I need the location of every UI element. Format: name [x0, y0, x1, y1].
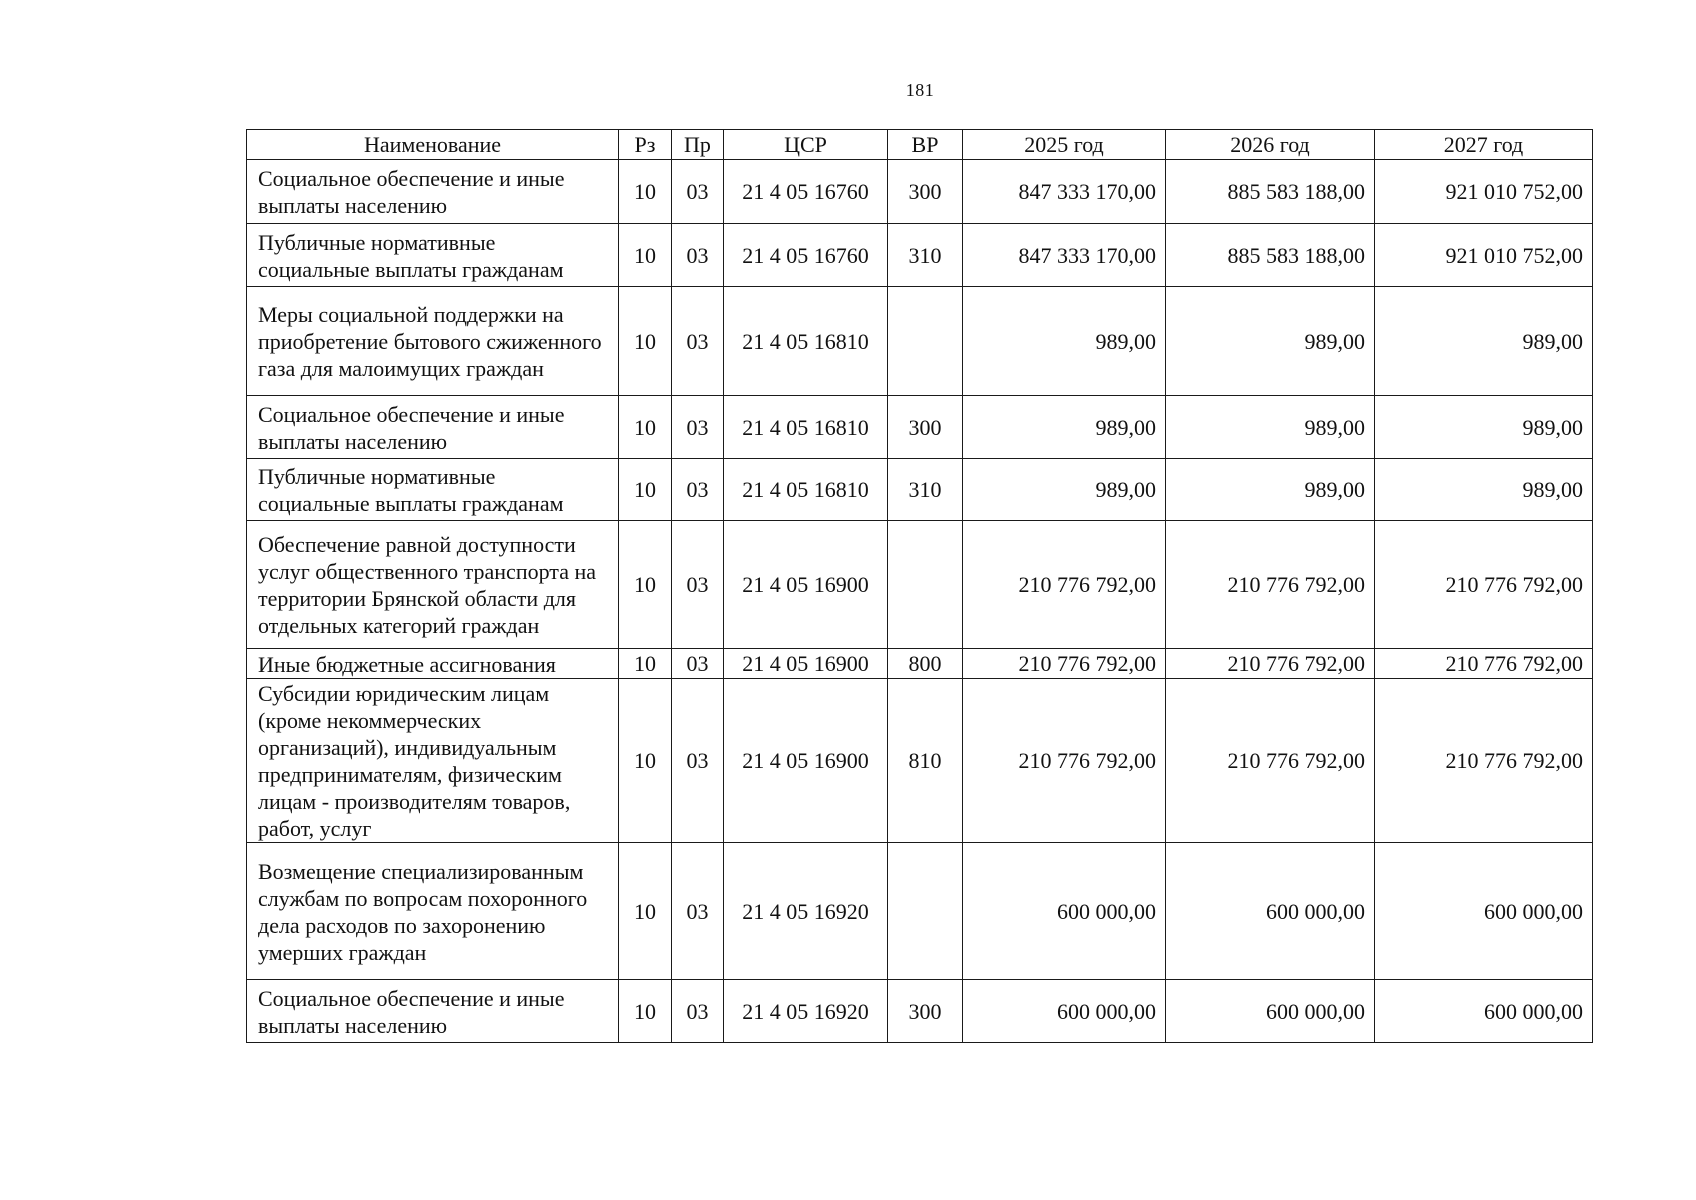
row-rz: 10 — [619, 459, 672, 521]
table-row — [247, 980, 1593, 1043]
header-2025: 2025 год — [963, 130, 1166, 160]
row-rz: 10 — [619, 287, 672, 396]
row-csr: 21 4 05 16810 — [724, 287, 888, 396]
row-2027: 921 010 752,00 — [1375, 224, 1593, 287]
row-2027: 989,00 — [1375, 459, 1593, 521]
row-2026: 885 583 188,00 — [1166, 160, 1375, 224]
row-vr: 300 — [888, 160, 963, 224]
row-2025: 210 776 792,00 — [963, 521, 1166, 649]
header-2026: 2026 год — [1166, 130, 1375, 160]
row-name: Субсидии юридическим лицам (кроме некоммерческих организаций), индивидуальным предпринимателям, физическим лицам - производителям товаров, работ, услуг — [247, 679, 619, 843]
row-pr: 03 — [672, 396, 724, 459]
row-rz: 10 — [619, 649, 672, 679]
row-2027: 210 776 792,00 — [1375, 521, 1593, 649]
row-2025: 989,00 — [963, 396, 1166, 459]
row-csr: 21 4 05 16760 — [724, 160, 888, 224]
table-row — [247, 521, 1593, 649]
row-rz: 10 — [619, 980, 672, 1043]
budget-table — [246, 129, 1593, 1043]
row-name: Публичные нормативные социальные выплаты гражданам — [247, 459, 619, 521]
row-2026: 210 776 792,00 — [1166, 649, 1375, 679]
row-csr: 21 4 05 16900 — [724, 521, 888, 649]
row-2027: 210 776 792,00 — [1375, 679, 1593, 843]
row-pr: 03 — [672, 459, 724, 521]
row-vr: 310 — [888, 459, 963, 521]
row-pr: 03 — [672, 649, 724, 679]
row-rz: 10 — [619, 396, 672, 459]
header-name: Наименование — [247, 130, 619, 160]
row-vr — [888, 843, 963, 980]
table-row — [247, 287, 1593, 396]
table-row — [247, 224, 1593, 287]
row-vr — [888, 521, 963, 649]
row-rz: 10 — [619, 224, 672, 287]
row-2027: 989,00 — [1375, 396, 1593, 459]
row-vr: 810 — [888, 679, 963, 843]
row-name: Меры социальной поддержки на приобретение бытового сжиженного газа для малоимущих граждан — [247, 287, 619, 396]
row-csr: 21 4 05 16920 — [724, 980, 888, 1043]
row-2025: 847 333 170,00 — [963, 224, 1166, 287]
row-name: Социальное обеспечение и иные выплаты населению — [247, 160, 619, 224]
row-csr: 21 4 05 16920 — [724, 843, 888, 980]
row-csr: 21 4 05 16810 — [724, 396, 888, 459]
table-row — [247, 649, 1593, 679]
row-pr: 03 — [672, 160, 724, 224]
row-vr: 300 — [888, 396, 963, 459]
row-csr: 21 4 05 16810 — [724, 459, 888, 521]
row-pr: 03 — [672, 521, 724, 649]
row-pr: 03 — [672, 287, 724, 396]
table-row — [247, 396, 1593, 459]
row-2025: 210 776 792,00 — [963, 679, 1166, 843]
table-row — [247, 679, 1593, 843]
row-2026: 989,00 — [1166, 396, 1375, 459]
row-2025: 210 776 792,00 — [963, 649, 1166, 679]
table-row — [247, 843, 1593, 980]
row-pr: 03 — [672, 980, 724, 1043]
row-name: Иные бюджетные ассигнования — [247, 649, 619, 679]
row-rz: 10 — [619, 843, 672, 980]
row-rz: 10 — [619, 521, 672, 649]
row-2026: 989,00 — [1166, 459, 1375, 521]
row-2025: 847 333 170,00 — [963, 160, 1166, 224]
row-name: Возмещение специализированным службам по вопросам похоронного дела расходов по захоронению умерших граждан — [247, 843, 619, 980]
row-2027: 210 776 792,00 — [1375, 649, 1593, 679]
header-2027: 2027 год — [1375, 130, 1593, 160]
row-csr: 21 4 05 16900 — [724, 649, 888, 679]
header-vr: ВР — [888, 130, 963, 160]
row-2027: 921 010 752,00 — [1375, 160, 1593, 224]
row-2026: 885 583 188,00 — [1166, 224, 1375, 287]
row-2025: 600 000,00 — [963, 980, 1166, 1043]
table-header-row — [247, 130, 1593, 160]
row-vr: 800 — [888, 649, 963, 679]
row-csr: 21 4 05 16900 — [724, 679, 888, 843]
row-vr: 310 — [888, 224, 963, 287]
row-name: Социальное обеспечение и иные выплаты населению — [247, 396, 619, 459]
row-pr: 03 — [672, 843, 724, 980]
row-2026: 600 000,00 — [1166, 980, 1375, 1043]
row-2027: 600 000,00 — [1375, 843, 1593, 980]
table-row — [247, 459, 1593, 521]
row-2027: 989,00 — [1375, 287, 1593, 396]
row-2026: 600 000,00 — [1166, 843, 1375, 980]
row-2027: 600 000,00 — [1375, 980, 1593, 1043]
row-2025: 989,00 — [963, 459, 1166, 521]
row-name: Социальное обеспечение и иные выплаты населению — [247, 980, 619, 1043]
row-2025: 989,00 — [963, 287, 1166, 396]
header-pr: Пр — [672, 130, 724, 160]
row-name: Обеспечение равной доступности услуг общественного транспорта на территории Брянской области для отдельных категорий граждан — [247, 521, 619, 649]
row-vr: 300 — [888, 980, 963, 1043]
row-pr: 03 — [672, 679, 724, 843]
header-rz: Рз — [619, 130, 672, 160]
row-rz: 10 — [619, 679, 672, 843]
row-2026: 210 776 792,00 — [1166, 521, 1375, 649]
row-csr: 21 4 05 16760 — [724, 224, 888, 287]
row-2025: 600 000,00 — [963, 843, 1166, 980]
row-pr: 03 — [672, 224, 724, 287]
row-name: Публичные нормативные социальные выплаты гражданам — [247, 224, 619, 287]
row-2026: 989,00 — [1166, 287, 1375, 396]
header-csr: ЦСР — [724, 130, 888, 160]
row-vr — [888, 287, 963, 396]
page-number: 181 — [905, 80, 935, 100]
row-rz: 10 — [619, 160, 672, 224]
row-2026: 210 776 792,00 — [1166, 679, 1375, 843]
table-row — [247, 160, 1593, 224]
